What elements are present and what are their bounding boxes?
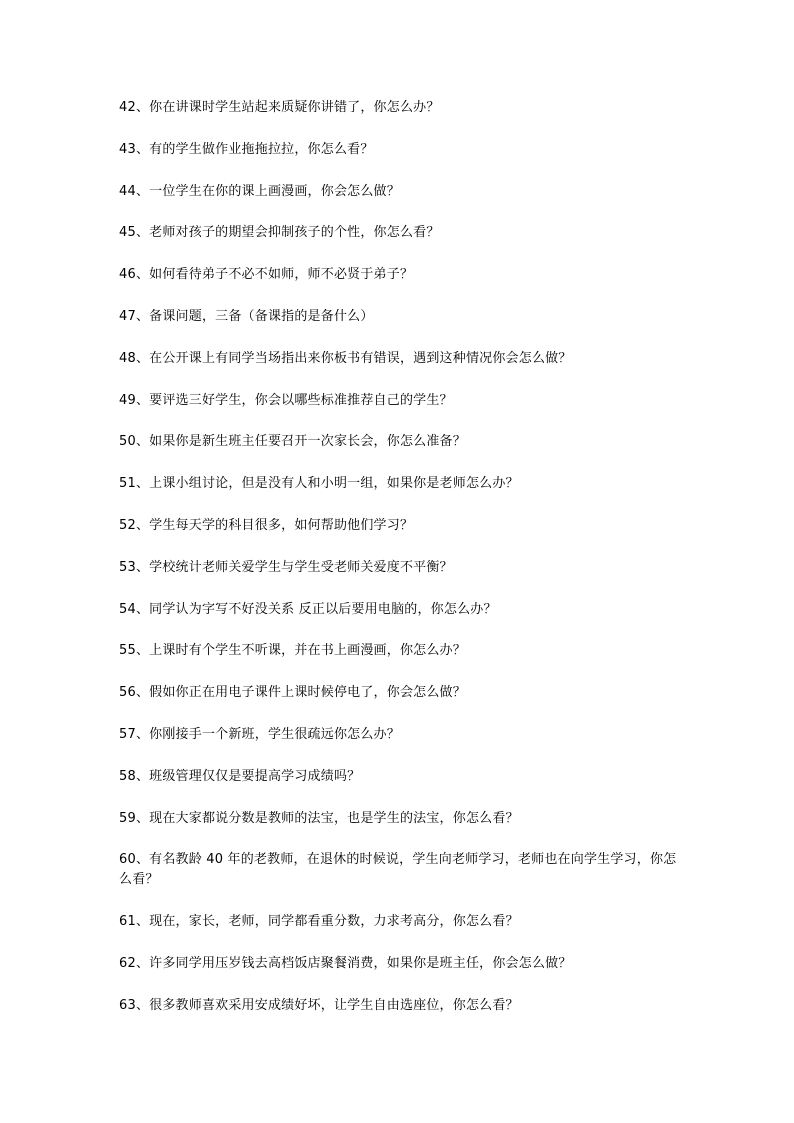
list-item: 60、有名教龄 40 年的老教师，在退休的时候说，学生向老师学习，老师也在向学生学习，你怎么看？ xyxy=(119,852,677,888)
list-item: 50、如果你是新生班主任要召开一次家长会，你怎么准备？ xyxy=(119,434,466,450)
list-item: 54、同学认为字写不好没关系 反正以后要用电脑的，你怎么办？ xyxy=(119,601,497,617)
list-item: 55、上课时有个学生不听课，并在书上画漫画，你怎么办？ xyxy=(119,643,466,659)
list-item: 53、学校统计老师关爱学生与学生受老师关爱度不平衡？ xyxy=(119,559,453,575)
list-item: 58、班级管理仅仅是要提高学习成绩吗？ xyxy=(119,768,361,784)
list-item: 48、在公开课上有同学当场指出来你板书有错误，遇到这种情况你会怎么做？ xyxy=(119,350,572,366)
list-item: 43、有的学生做作业拖拖拉拉，你怎么看？ xyxy=(119,141,374,157)
list-item: 49、要评选三好学生，你会以哪些标准推荐自己的学生？ xyxy=(119,392,453,408)
list-item: 59、现在大家都说分数是教师的法宝，也是学生的法宝，你怎么看？ xyxy=(119,810,519,826)
list-item: 61、现在，家长，老师，同学都看重分数，力求考高分，你怎么看？ xyxy=(119,914,519,930)
list-item: 62、许多同学用压岁钱去高档饭店聚餐消费，如果你是班主任，你会怎么做？ xyxy=(119,955,572,971)
list-item: 51、上课小组讨论，但是没有人和小明一组，如果你是老师怎么办？ xyxy=(119,476,519,492)
list-item: 56、假如你正在用电子课件上课时候停电了，你会怎么做？ xyxy=(119,685,466,701)
list-item: 44、一位学生在你的课上画漫画，你会怎么做？ xyxy=(119,183,400,199)
list-item: 52、学生每天学的科目很多，如何帮助他们学习？ xyxy=(119,517,414,533)
list-item: 45、老师对孩子的期望会抑制孩子的个性，你怎么看？ xyxy=(119,225,440,241)
list-item: 42、你在讲课时学生站起来质疑你讲错了，你怎么办？ xyxy=(119,100,440,115)
question-list xyxy=(119,98,679,1038)
list-item: 46、如何看待弟子不必不如师，师不必贤于弟子？ xyxy=(119,267,414,283)
list-item: 63、很多教师喜欢采用安成绩好坏，让学生自由选座位，你怎么看？ xyxy=(119,997,519,1013)
list-item: 57、你刚接手一个新班，学生很疏远你怎么办？ xyxy=(119,726,400,742)
list-item: 47、备课问题，三备（备课指的是备什么） xyxy=(119,308,374,324)
